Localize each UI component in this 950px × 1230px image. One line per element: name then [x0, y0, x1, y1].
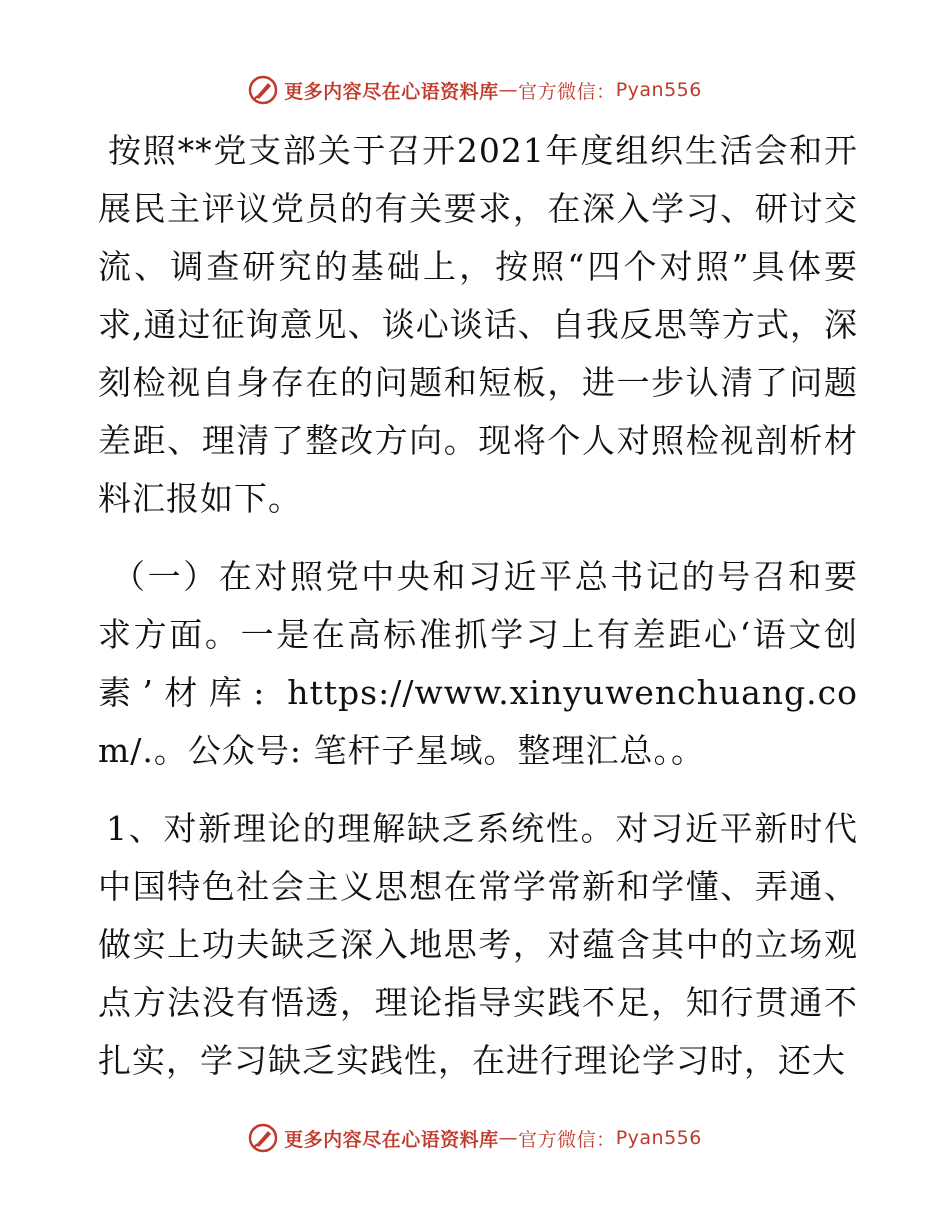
banner-brand-text: 更多内容尽在心语资料库 [284, 80, 499, 103]
quill-logo-icon [248, 75, 278, 105]
banner-brand-text: 更多内容尽在心语资料库 [284, 1128, 499, 1151]
banner-wechat-label: 官方微信： [518, 1128, 616, 1151]
paragraph-item-one: 1、对新理论的理解缺乏系统性。对习近平新时代中国特色社会主义思想在常学常新和学懂、弄通、做实上功夫缺乏深入地思考，对蕴含其中的立场观点方法没有悟透，理论指导实践不足，知行贯通不扎实，学习缺乏实践性，在进行理论学习时，还大 [98, 809, 858, 1080]
paragraph-intro: 按照**党支部关于召开2021年度组织生活会和开展民主评议党员的有关要求，在深入学习、研讨交流、调查研究的基础上，按照“四个对照”具体要求,通过征询意见、谈心谈话、自我反思等方式，深刻检视自身存在的问题和短板，进一步认清了问题差距、理清了整改方向。现将个人对照检视剖析材料汇报如下。 [98, 131, 858, 518]
footer-watermark-banner [0, 1118, 950, 1158]
banner-wechat-handle: Pyan556 [615, 79, 702, 101]
banner-wechat-label: 官方微信： [518, 80, 616, 103]
banner-wechat-handle: Pyan556 [615, 1127, 702, 1149]
banner-dash: — [498, 79, 519, 101]
banner-dash: — [498, 1127, 519, 1149]
paragraph-section-one: （一）在对照党中央和习近平总书记的号召和要求方面。一是在高标准抓学习上有差距心‘语文创素’材库: https://www.xinyuwenchuang.com/.。公众号: 笔杆子星域。整理汇总。。 [98, 557, 858, 770]
document-body [98, 122, 858, 1090]
quill-logo-icon [248, 1123, 278, 1153]
header-watermark-banner [0, 70, 950, 110]
